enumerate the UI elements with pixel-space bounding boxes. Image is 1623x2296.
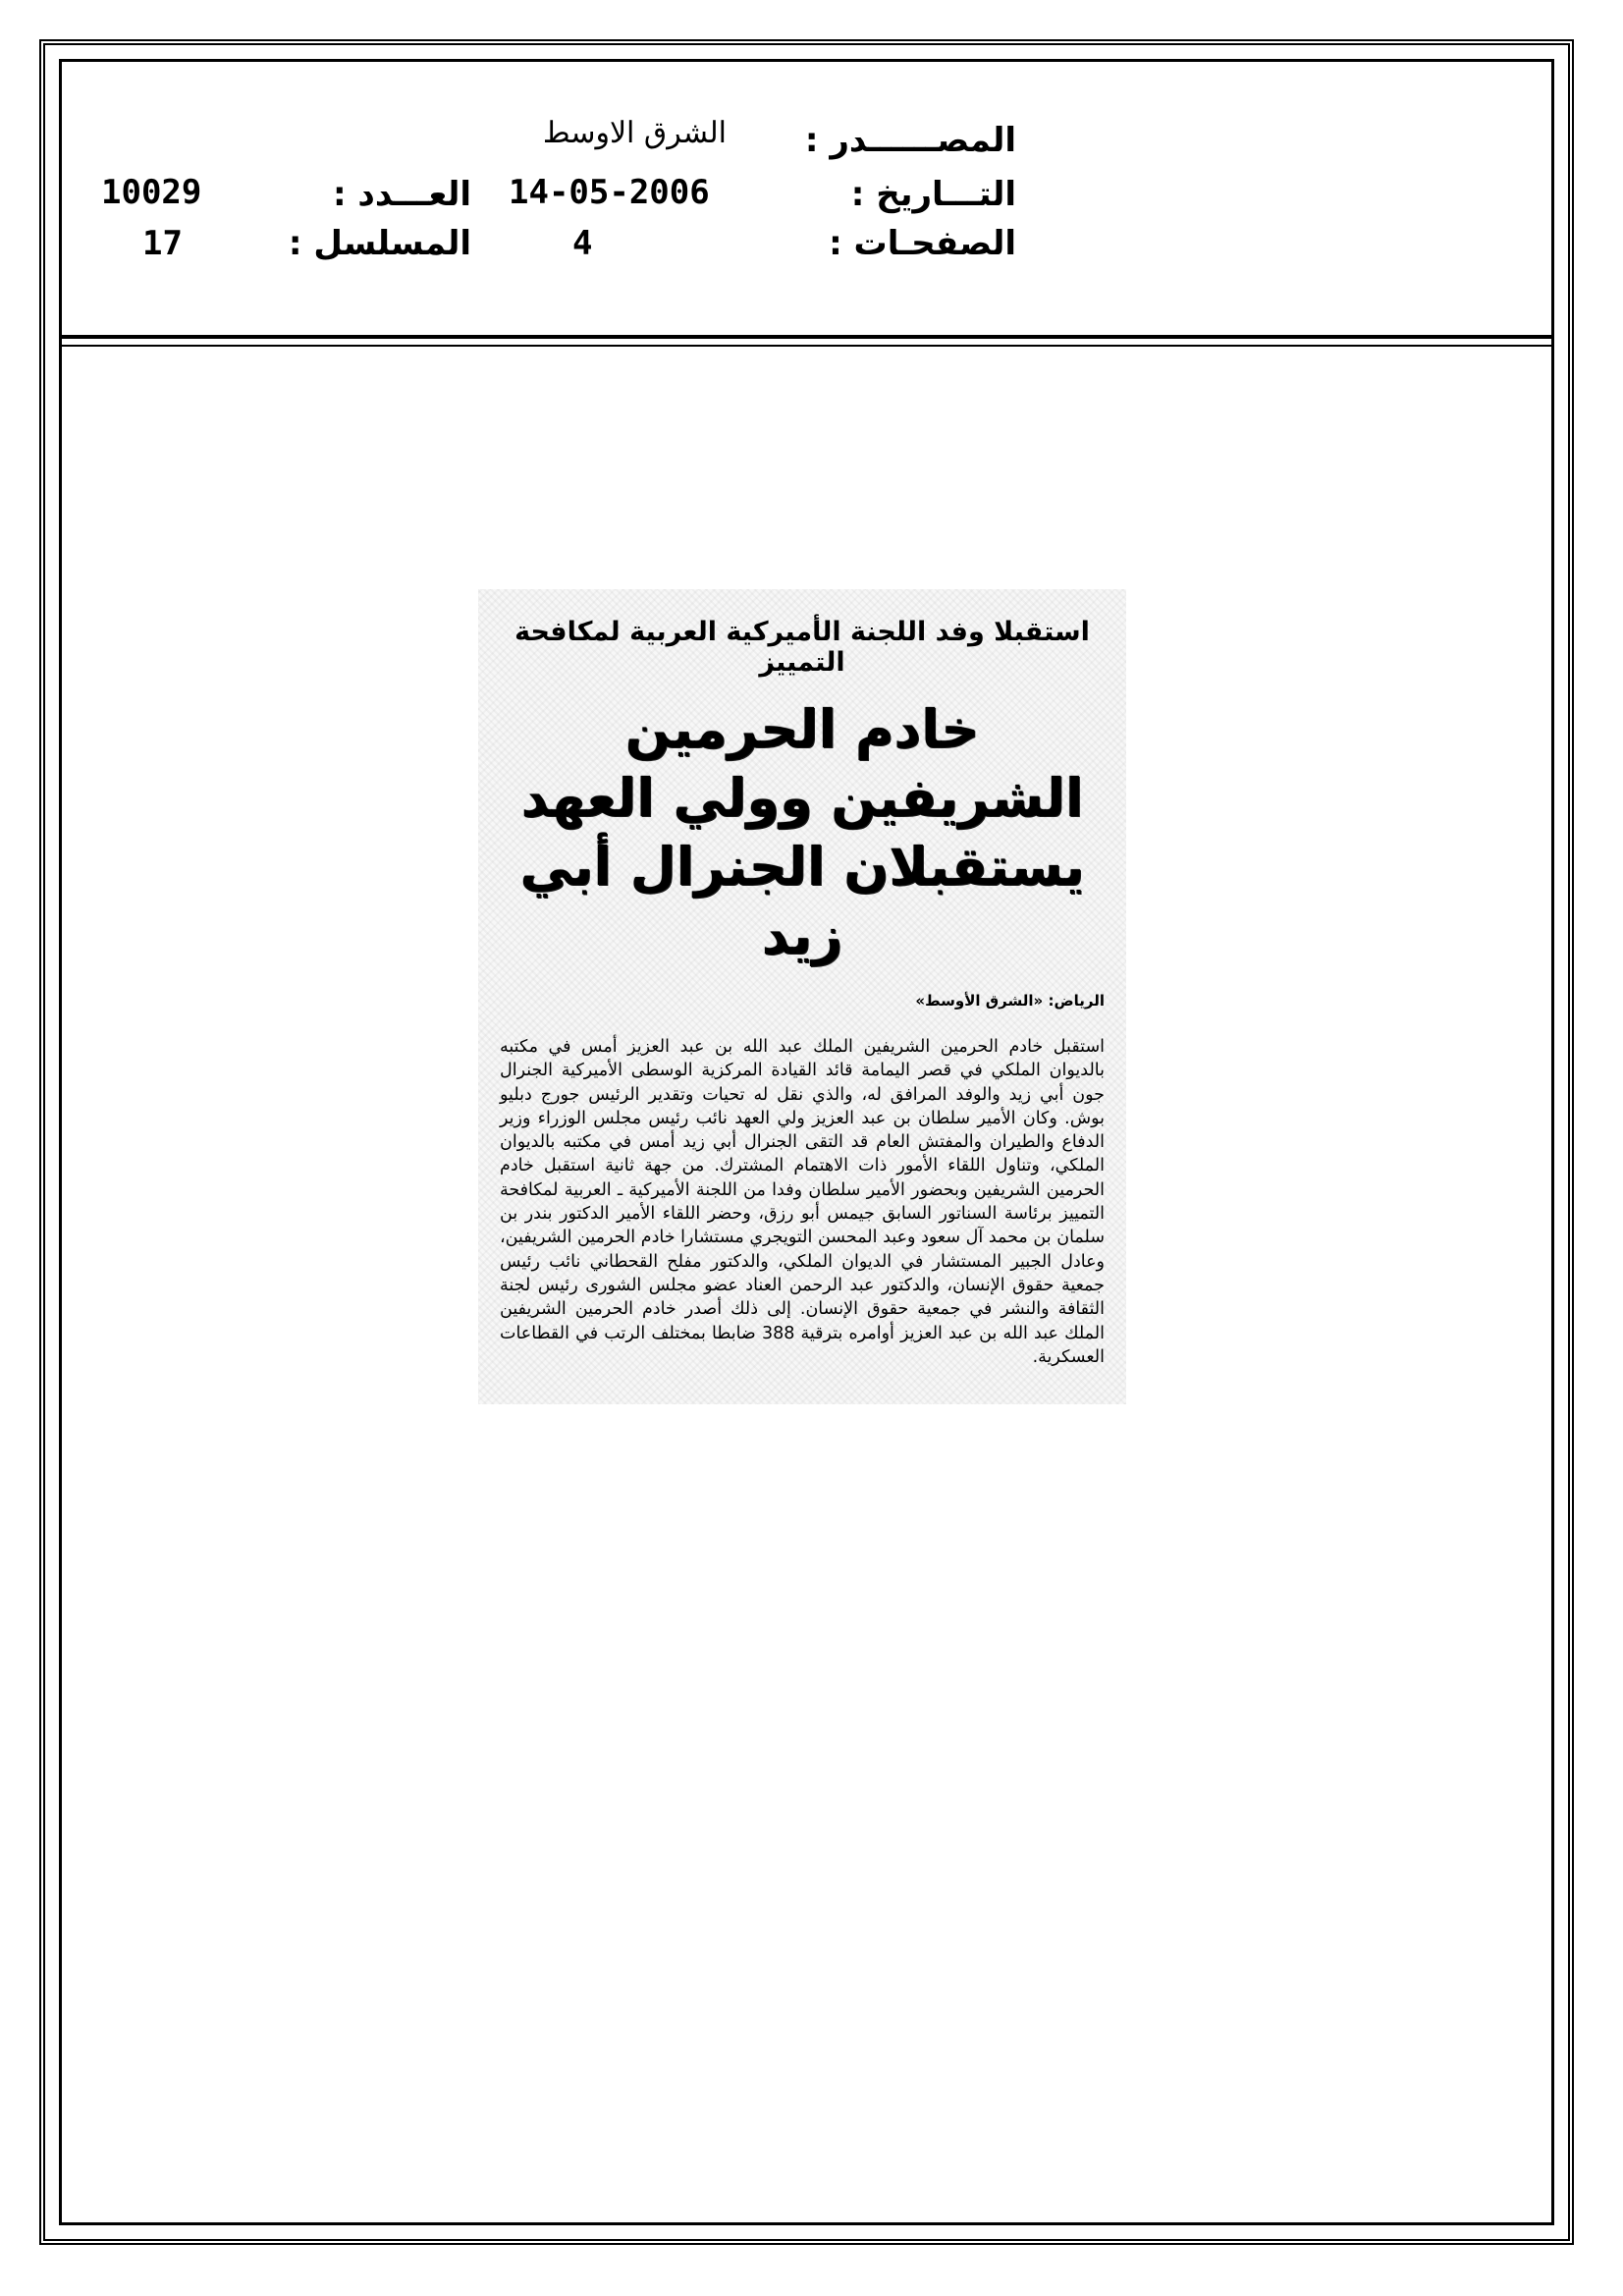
date-value: 14-05-2006 (509, 173, 710, 212)
header-panel (62, 62, 1551, 339)
source-label: المصــــــدر : (804, 121, 1016, 160)
article-headline-line-2: يستقبلان الجنرال أبي زيد (519, 836, 1085, 966)
article-headline-line-1: خادم الحرمين الشريفين وولي العهد (520, 698, 1084, 829)
pages-label: الصفحـات : (829, 224, 1016, 263)
serial-label: المسلسل : (288, 224, 471, 263)
pages-value: 4 (572, 224, 593, 263)
article-kicker: استقبلا وفد اللجنة الأميركية العربية لمكافحة التمييز (514, 617, 1090, 678)
newspaper-clipping (478, 589, 1126, 1404)
issue-value: 10029 (101, 173, 202, 212)
header-divider (62, 345, 1551, 347)
article-body: استقبل خادم الحرمين الشريفين الملك عبد الله بن عبد العزيز أمس في مكتبه بالديوان الملكي في قصر اليمامة قائد القيادة المركزية الوسطى الأميركية الجنرال جون أبي زيد والوفد المرافق له، والذي نقل له تحيات وتقدير الرئيس جورج دبليو بوش. وكان الأمير سلطان بن عبد العزيز ولي العهد نائب رئيس مجلس الوزراء وزير الدفاع والطيران والمفتش العام قد التقى الجنرال أبي زيد أمس في مكتبه بالديوان الملكي، وتناول اللقاء الأمور ذات الاهتمام المشترك. من جهة ثانية استقبل خادم الحرمين الشريفين وبحضور الأمير سلطان وفدا من اللجنة الأميركية ـ العربية لمكافحة التمييز برئاسة السناتور السابق جيمس أبو رزق، وحضر اللقاء الأمير الدكتور بندر بن سلمان بن محمد آل سعود وعبد المحسن التويجري مستشارا خادم الحرمين الشريفين، وعادل الجبير المستشار في الديوان الملكي، والدكتور مفلح القحطاني نائب رئيس جمعية حقوق الإنسان، والدكتور عبد الرحمن العناد عضو مجلس الشورى رئيس لجنة الثقافة والنشر في جمعية حقوق الإنسان. إلى ذلك أصدر خادم الحرمين الشريفين الملك عبد الله بن عبد العزيز أوامره بترقية 388 ضابطا بمختلف الرتب في القطاعات العسكرية. (500, 1037, 1105, 1367)
date-label: التـــاريخ : (850, 175, 1016, 214)
article-byline: الرياض: «الشرق الأوسط» (915, 992, 1105, 1010)
serial-value: 17 (142, 224, 183, 263)
source-value: الشرق الاوسط (542, 116, 727, 150)
issue-label: العـــدد : (333, 175, 471, 214)
